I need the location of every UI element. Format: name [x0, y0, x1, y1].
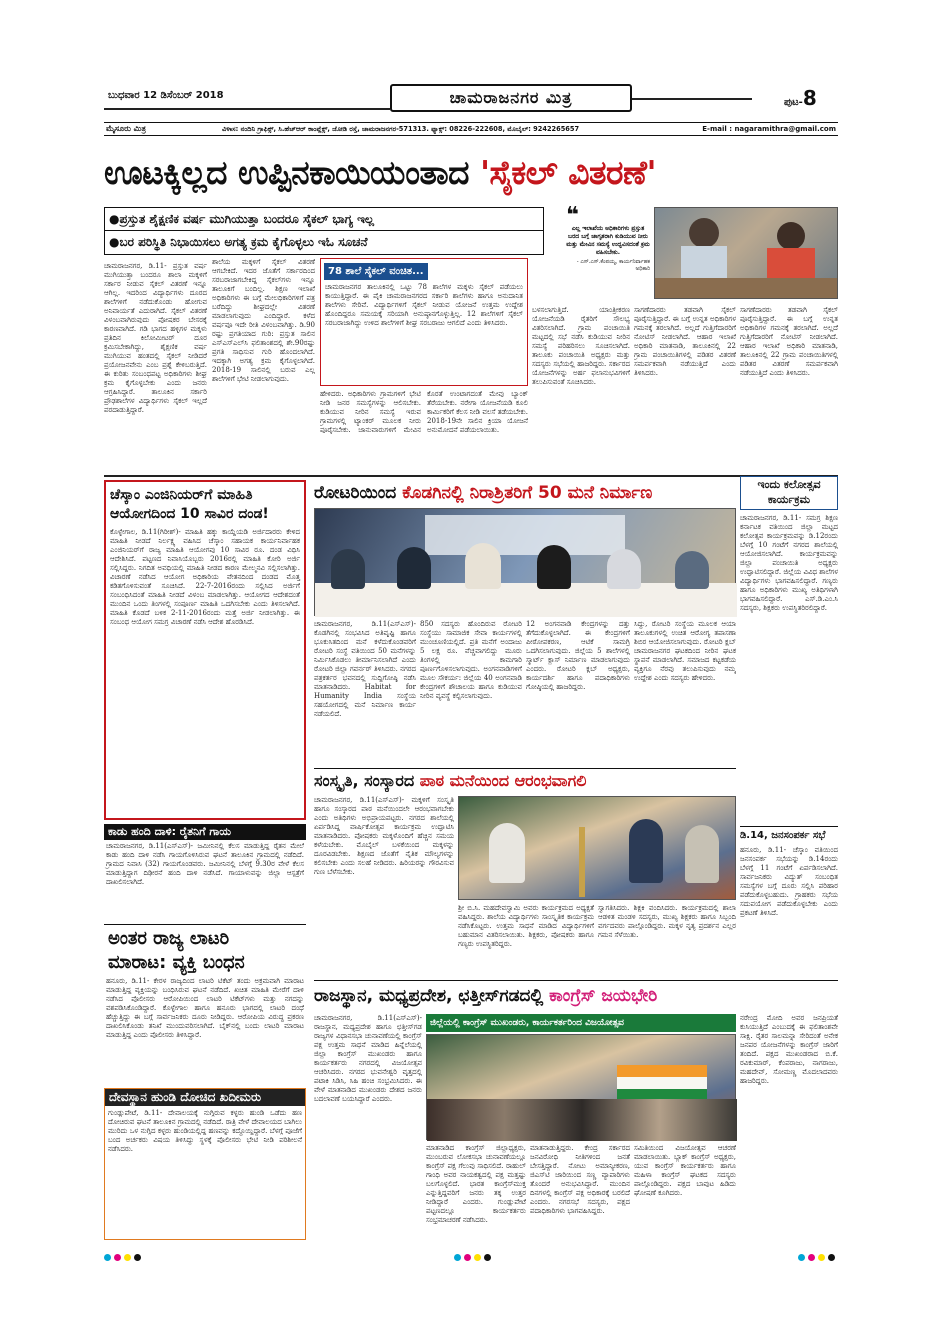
lottery-body: ಹನೂರು, ಡಿ.11- ಕೇರಳ ರಾಜ್ಯದಿಂದ ಲಾಟರಿ ಟಿಕೆಟ್ ತಂದು ಅಕ್ರಮವಾಗಿ ಮಾರಾಟ ಮಾಡುತ್ತಿದ್ದ ವ್ಯಕ್ತಿಯನ್ನು ಬಂಧಿಸಿರುವ ಘಟನೆ ನಡೆದಿದೆ. ಖಚಿತ ಮಾಹಿತಿ ಮೇರೆಗೆ ದಾಳಿ ನಡೆಸಿದ ಪೊಲೀಸರು ಆರೋಪಿಯಿಂದ ಲಾಟರಿ ಟಿಕೆಟ್‌ಗಳು ಮತ್ತು ನಗದನ್ನು ವಶಪಡಿಸಿಕೊಂಡಿದ್ದಾರೆ. ಕೊಳ್ಳೇಗಾಲ ಹಾಗೂ ಹನೂರು ಭಾಗದಲ್ಲಿ ಲಾಟರಿ ದಂಧೆ ಹೆಚ್ಚುತ್ತಿದ್ದು ಈ ಬಗ್ಗೆ ಸಾರ್ವಜನಿಕರು ದೂರು ನೀಡಿದ್ದರು. ಆರೋಪಿಯ ವಿರುದ್ಧ ಪ್ರಕರಣ ದಾಖಲಿಸಿಕೊಂಡು ತನಿಖೆ ಮುಂದುವರಿಸಲಾಗಿದೆ. ಬೈಕ್‌ನಲ್ಲಿ ಬಂದು ಲಾಟರಿ ಮಾರಾಟ ಮಾಡುತ್ತಿದ್ದ ಎಂದು ಪೊಲೀಸರು ತಿಳಿಸಿದ್ದಾರೆ. [106, 977, 304, 1039]
congress-subhead-text: ಜಿಲ್ಲೆಯಲ್ಲಿ ಕಾಂಗ್ರೆಸ್ ಮುಖಂಡರು, ಕಾರ್ಯಕರ್ತರಿಂದ ವಿಜಯೋತ್ಸವ [430, 1018, 624, 1028]
samskruti-headline [314, 768, 736, 792]
reg-dot-black [828, 1254, 835, 1261]
samskruti-col-2: ಶ್ರೀ ಬಿ.ಸಿ. ಮಹದೇವಸ್ವಾಮಿ ಅವರು ಕಾರ್ಯಕ್ರಮದ ಅಧ್ಯಕ್ಷತೆ ವಹಿಸಿದ್ದರು. ಶಾಲೆಯ ವಿದ್ಯಾರ್ಥಿಗಳು ಸಾಂಸ್ಕೃತಿಕ ಕಾರ್ಯಕ್ರಮ ನಡೆಸಿಕೊಟ್ಟರು. ಉತ್ತಮ ಸಾಧನೆ ಮಾಡಿದ ವಿದ್ಯಾರ್ಥಿಗಳಿಗೆ ಬಹುಮಾನ ವಿತರಿಸಲಾಯಿತು. ಶಿಕ್ಷಕರು, ಪೋಷಕರು ಹಾಗೂ ಗಣ್ಯರು ಉಪಸ್ಥಿತರಿದ್ದರು. [458, 904, 594, 948]
congress-headline [314, 980, 838, 1010]
congress-col-1: ಚಾಮರಾಜನಗರ, ಡಿ.11(ಎಸ್‌ಎಸ್)- ರಾಜಸ್ಥಾನ, ಮಧ್ಯಪ್ರದೇಶ ಹಾಗೂ ಛತ್ತೀಸ್‌ಗಡ ರಾಜ್ಯಗಳ ವಿಧಾನಸಭಾ ಚುನಾವಣೆಯಲ್ಲಿ ಕಾಂಗ್ರೆಸ್ ಪಕ್ಷ ಉತ್ತಮ ಸಾಧನೆ ಮಾಡಿದ ಹಿನ್ನೆಲೆಯಲ್ಲಿ ಜಿಲ್ಲಾ ಕಾಂಗ್ರೆಸ್ ಮುಖಂಡರು ಹಾಗೂ ಕಾರ್ಯಕರ್ತರು ನಗರದಲ್ಲಿ ವಿಜಯೋತ್ಸವ ಆಚರಿಸಿದರು. ನಗರದ ಭುವನೇಶ್ವರಿ ವೃತ್ತದಲ್ಲಿ ಪಟಾಕಿ ಸಿಡಿಸಿ, ಸಿಹಿ ಹಂಚಿ ಸಂಭ್ರಮಿಸಿದರು. ಈ ವೇಳೆ ಮಾತನಾಡಿದ ಮುಖಂಡರು ದೇಶದ ಜನರು ಬದಲಾವಣೆ ಬಯಸಿದ್ದಾರೆ ಎಂದರು. [314, 1014, 422, 1103]
inset-title [324, 263, 428, 280]
reg-dot-yellow [474, 1254, 481, 1261]
hundi-body: ಗುಂಡ್ಲುಪೇಟೆ, ಡಿ.11- ದೇವಾಲಯಕ್ಕೆ ನುಗ್ಗಿರುವ ಕಳ್ಳರು ಹುಂಡಿ ಒಡೆದು ಹಣ ದೋಚಿರುವ ಘಟನೆ ತಾಲೂಕಿನ ಗ್ರಾಮದಲ್ಲಿ ನಡೆದಿದೆ. ರಾತ್ರಿ ವೇಳೆ ದೇವಾಲಯದ ಬಾಗಿಲು ಮುರಿದು ಒಳ ನುಗ್ಗಿದ ಕಳ್ಳರು ಹುಂಡಿಯಲ್ಲಿದ್ದ ಹಣವನ್ನು ಕದ್ದೊಯ್ದಿದ್ದಾರೆ. ಬೆಳಗ್ಗೆ ಪೂಜೆಗೆ ಬಂದ ಅರ್ಚಕರು ವಿಷಯ ತಿಳಿಸಿದ್ದು ಸ್ಥಳಕ್ಕೆ ಪೊಲೀಸರು ಭೇಟಿ ನೀಡಿ ಪರಿಶೀಲನೆ ನಡೆಸಿದರು. [108, 1109, 302, 1153]
issue-date: ಬುಧವಾರ 12 ಡಿಸೆಂಬರ್ 2018 [108, 90, 224, 101]
reg-dot-yellow [818, 1254, 825, 1261]
email: E-mail : nagaramithra@gmail.com [702, 125, 836, 133]
inset-body: ಚಾಮರಾಜನಗರ ತಾಲೂಕಿನಲ್ಲಿ ಒಟ್ಟು 78 ಶಾಲೆಗಳ ಮಕ್ಕಳು ಸೈಕಲ್ ಪಡೆಯಲು ಕಾಯುತ್ತಿದ್ದಾರೆ. ಈ ಪೈಕಿ ಚಾಮರಾಜನಗರದ ಸರ್ಕಾರಿ ಶಾಲೆಗಳು ಹಾಗೂ ಅನುದಾನಿತ ಶಾಲೆಗಳು ಸೇರಿವೆ. ವಿದ್ಯಾರ್ಥಿಗಳಿಗೆ ಸೈಕಲ್ ನೀಡುವ ಯೋಜನೆ ಉತ್ತಮ ಉದ್ದೇಶ ಹೊಂದಿದ್ದರೂ ಸಮಯಕ್ಕೆ ಸರಿಯಾಗಿ ಅನುಷ್ಠಾನಗೊಳ್ಳುತ್ತಿಲ್ಲ. 12 ಶಾಲೆಗಳಿಗೆ ಸೈಕಲ್ ಸರಬರಾಜಾಗಿದ್ದು ಉಳಿದ ಶಾಲೆಗಳಿಗೆ ಶೀಘ್ರ ಸರಬರಾಜು ಆಗಲಿದೆ ಎಂದು ತಿಳಿಸಿದರು. [325, 283, 523, 327]
page-number: 8 [802, 86, 817, 110]
congress-subhead [426, 1014, 736, 1032]
left-tag: ಮೈಸೂರು ಮಿತ್ರ [106, 124, 146, 133]
hundi-box [104, 1088, 306, 1240]
congress-headline-black: ರಾಜಸ್ಥಾನ, ಮಧ್ಯಪ್ರದೇಶ, ಛತ್ತೀಸ್‌ಗಡದಲ್ಲಿ [314, 986, 550, 1006]
photo-person-left [689, 218, 719, 248]
masthead-rule-right [632, 98, 752, 100]
rotary-headline-black: ರೋಟರಿಯಿಂದ [314, 483, 403, 503]
lead-col-6: ಸಾಗಣೆದಾರರು ತಡವಾಗಿ ಸೈಕಲ್ ಪೂರೈಸುತ್ತಿದ್ದಾರೆ. ಈ ಬಗ್ಗೆ ಉನ್ನತ ಅಧಿಕಾರಿಗಳ ಗಮನಕ್ಕೆ ತರಲಾಗಿದೆ. ಅಲ್ಲದೆ ಗುತ್ತಿಗೆದಾರರಿಗೆ ನೋಟಿಸ್ ನೀಡಲಾಗಿದೆ. ಆಹಾರ ಇಲಾಖೆ ಅಧಿಕಾರಿ ಮಾತನಾಡಿ, ತಾಲೂಕಿನಲ್ಲಿ 22 ಗ್ರಾಮ ಪಂಚಾಯಿತಿಗಳಲ್ಲಿ ಪಡಿತರ ವಿತರಣೆ ಸಮರ್ಪಕವಾಗಿ ನಡೆಯುತ್ತಿದೆ ಎಂದು ತಿಳಿಸಿದರು. [634, 306, 736, 377]
rotary-headline [314, 480, 736, 506]
samskruti-person-3 [685, 825, 719, 883]
samskruti-headline-black: ಸಂಸ್ಕೃತಿ, ಸಂಸ್ಕಾರದ [314, 771, 420, 790]
lead-col-7: ಸಾಗಣೆದಾರರು ತಡವಾಗಿ ಸೈಕಲ್ ಪೂರೈಸುತ್ತಿದ್ದಾರೆ. ಈ ಬಗ್ಗೆ ಉನ್ನತ ಅಧಿಕಾರಿಗಳ ಗಮನಕ್ಕೆ ತರಲಾಗಿದೆ. ಅಲ್ಲದೆ ಗುತ್ತಿಗೆದಾರರಿಗೆ ನೋಟಿಸ್ ನೀಡಲಾಗಿದೆ. ಆಹಾರ ಇಲಾಖೆ ಅಧಿಕಾರಿ ಮಾತನಾಡಿ, ತಾಲೂಕಿನಲ್ಲಿ 22 ಗ್ರಾಮ ಪಂಚಾಯಿತಿಗಳಲ್ಲಿ ಪಡಿತರ ವಿತರಣೆ ಸಮರ್ಪಕವಾಗಿ ನಡೆಯುತ್ತಿದೆ ಎಂದು ತಿಳಿಸಿದರು. [740, 306, 838, 377]
lead-col-5: ಬಳಸಲಾಗುತ್ತಿದೆ. ಯಾಂತ್ರೀಕರಣ ಯೋಜನೆಯಡಿ ರೈತರಿಗೆ ಸೌಲಭ್ಯ ವಿತರಿಸಲಾಗಿದೆ. ಗ್ರಾಮ ಪಂಚಾಯಿತಿ ಮಟ್ಟದಲ್ಲಿ ಸಭೆ ನಡೆಸಿ ಕುಡಿಯುವ ನೀರಿನ ಸಮಸ್ಯೆ ಪರಿಹರಿಸಲು ಸೂಚಿಸಲಾಗಿದೆ. ತಾಲೂಕು ಪಂಚಾಯಿತಿ ಅಧ್ಯಕ್ಷರು ಮತ್ತು ಸದಸ್ಯರು ಸಭೆಯಲ್ಲಿ ಹಾಜರಿದ್ದರು. ಸರ್ಕಾರದ ಯೋಜನೆಗಳನ್ನು ಅರ್ಹ ಫಲಾನುಭವಿಗಳಿಗೆ ತಲುಪಿಸುವಂತೆ ಸೂಚಿಸಿದರು. [532, 306, 630, 386]
congress-headline-magenta: ಕಾಂಗ್ರೆಸ್ ಜಯಭೇರಿ [549, 986, 658, 1006]
congress-photo [426, 1034, 736, 1140]
photo-desk [655, 278, 838, 299]
lead-col-4: ಹೇಳಿದರು. ಅಧಿಕಾರಿಗಳು ಗ್ರಾಮಗಳಿಗೆ ಭೇಟಿ ನೀಡಿ ಜನರ ಸಮಸ್ಯೆಗಳನ್ನು ಆಲಿಸಬೇಕು. ಕುಡಿಯುವ ನೀರಿನ ಸಮಸ್ಯೆ ಇರುವ ಗ್ರಾಮಗಳಲ್ಲಿ ಟ್ಯಾಂಕರ್ ಮೂಲಕ ನೀರು ಪೂರೈಸಬೇಕು. ಜಾನುವಾರುಗಳಿಗೆ ಮೇವಿನ ಕೊರತೆ ಉಂಟಾಗದಂತೆ ಮೇವು ಬ್ಯಾಂಕ್ ತೆರೆಯಬೇಕು. ನರೇಗಾ ಯೋಜನೆಯಡಿ ಕೂಲಿ ಕಾರ್ಮಿಕರಿಗೆ ಕೆಲಸ ನೀಡಿ ವಲಸೆ ತಡೆಯಬೇಕು. 2018-19ನೇ ಸಾಲಿನ ಕ್ರಿಯಾ ಯೋಜನೆ ಅನುಮೋದನೆ ಪಡೆಯಲಾಯಿತು. [320, 390, 528, 434]
rotary-headline-red: ಕೊಡಗಿನಲ್ಲಿ ನಿರಾಶ್ರಿತರಿಗೆ 50 ಮನೆ ನಿರ್ಮಾಣ [402, 483, 653, 503]
event-headline-2: ಕಾರ್ಯಕ್ರಮ [767, 493, 811, 506]
lottery-box [104, 924, 306, 1084]
lottery-headline-1: ಅಂತರ ರಾಜ್ಯ ಲಾಟರಿ [108, 928, 230, 949]
photo-person-right [777, 222, 805, 250]
chessam-body: ಕೊಳ್ಳೇಗಾಲ, ಡಿ.11(ಗಿರೀಶ್)- ಮಾಹಿತಿ ಹಕ್ಕು ಕಾಯ್ದೆಯಡಿ ಅರ್ಜಿದಾರರು ಕೇಳಿದ ಮಾಹಿತಿ ನೀಡದೆ ನಿರ್ಲಕ್ಷ್ಯ ವಹಿಸಿದ ಚೆಸ್ಕಾಂ ಸಹಾಯಕ ಕಾರ್ಯನಿರ್ವಾಹಕ ಎಂಜಿನಿಯರ್‌ಗೆ ರಾಜ್ಯ ಮಾಹಿತಿ ಆಯೋಗವು 10 ಸಾವಿರ ರೂ. ದಂಡ ವಿಧಿಸಿ ಆದೇಶಿಸಿದೆ. ಪಟ್ಟಣದ ನಿವಾಸಿಯೊಬ್ಬರು 2016ರಲ್ಲಿ ಮಾಹಿತಿ ಕೋರಿ ಅರ್ಜಿ ಸಲ್ಲಿಸಿದ್ದರು. ನಿಗದಿತ ಅವಧಿಯಲ್ಲಿ ಮಾಹಿತಿ ನೀಡದ ಕಾರಣ ಮೇಲ್ಮನವಿ ಸಲ್ಲಿಸಲಾಗಿತ್ತು. ವಿಚಾರಣೆ ನಡೆಸಿದ ಆಯೋಗ ಅಧಿಕಾರಿಯ ವೇತನದಿಂದ ದಂಡದ ಮೊತ್ತ ಕಡಿತಗೊಳಿಸುವಂತೆ ಸೂಚಿಸಿದೆ. 22-7-2016ರಂದು ಸಲ್ಲಿಸಿದ ಅರ್ಜಿಗೆ ಸಂಬಂಧಿಸಿದಂತೆ ಮಾಹಿತಿ ನೀಡದೆ ವಿಳಂಬ ಮಾಡಲಾಗಿತ್ತು. ಆಯೋಗದ ಆದೇಶದಂತೆ ಮುಂದಿನ ಒಂದು ತಿಂಗಳಲ್ಲಿ ಸಂಪೂರ್ಣ ಮಾಹಿತಿ ಒದಗಿಸಬೇಕು ಎಂದು ತಿಳಿಸಲಾಗಿದೆ. ಮಾಹಿತಿ ಕೊಡದೆ ಬಳಿಕ 2-11-2016ರಂದು ಮತ್ತೆ ಅರ್ಜಿ ನೀಡಲಾಗಿತ್ತು. ಈ ಸಂಬಂಧ ಆಯೋಗ ಸಮಗ್ರ ವಿಚಾರಣೆ ನಡೆಸಿ ಆದೇಶ ಹೊರಡಿಸಿದೆ. [110, 528, 300, 626]
samskruti-col-1: ಚಾಮರಾಜನಗರ, ಡಿ.11(ಎಸ್‌ಎಸ್)- ಮಕ್ಕಳಿಗೆ ಸಂಸ್ಕೃತಿ ಹಾಗೂ ಸಂಸ್ಕಾರದ ಪಾಠ ಮನೆಯಿಂದಲೇ ಆರಂಭವಾಗಬೇಕು ಎಂದು ಅತಿಥಿಗಳು ಅಭಿಪ್ರಾಯಪಟ್ಟರು. ನಗರದ ಶಾಲೆಯಲ್ಲಿ ಏರ್ಪಡಿಸಿದ್ದ ವಾರ್ಷಿಕೋತ್ಸವ ಕಾರ್ಯಕ್ರಮ ಉದ್ಘಾಟಿಸಿ ಮಾತನಾಡಿದರು. ಪೋಷಕರು ಮಕ್ಕಳೊಂದಿಗೆ ಹೆಚ್ಚಿನ ಸಮಯ ಕಳೆಯಬೇಕು. ಮೊಬೈಲ್ ಬಳಕೆಯಿಂದ ಮಕ್ಕಳನ್ನು ದೂರವಿಡಬೇಕು. ಶಿಕ್ಷಣದ ಜೊತೆಗೆ ನೈತಿಕ ಮೌಲ್ಯಗಳನ್ನು ಕಲಿಸಬೇಕು ಎಂದು ಸಲಹೆ ನೀಡಿದರು. ಹಿರಿಯರನ್ನು ಗೌರವಿಸುವ ಗುಣ ಬೆಳೆಸಬೇಕು. [314, 796, 454, 876]
quote-mark: ❝ [566, 203, 579, 228]
hundi-headline: ದೇವಸ್ಥಾನ ಹುಂಡಿ ದೋಚಿದ ಖದೀಮರು [105, 1089, 305, 1106]
reg-marks-right [798, 1246, 838, 1265]
samskruti-lamp [579, 827, 585, 897]
chessam-headline: ಚೆಸ್ಕಾಂ ಎಂಜಿನಿಯರ್‌ಗೆ ಮಾಹಿತಿ ಆಯೋಗದಿಂದ 10 ಸಾವಿರ ದಂಡ! [110, 487, 269, 522]
congress-col-2: ಮಾತನಾಡಿದ ಕಾಂಗ್ರೆಸ್ ಜಿಲ್ಲಾಧ್ಯಕ್ಷರು, ಮುಂಬರುವ ಲೋಕಸಭಾ ಚುನಾವಣೆಯಲ್ಲೂ ಕಾಂಗ್ರೆಸ್ ಪಕ್ಷ ಗೆಲುವು ಸಾಧಿಸಲಿದೆ. ರಾಹುಲ್ ಗಾಂಧಿ ಅವರ ನಾಯಕತ್ವದಲ್ಲಿ ಪಕ್ಷ ಮತ್ತಷ್ಟು ಬಲಗೊಳ್ಳಲಿದೆ. ಭಾರತ ಕಾಂಗ್ರೆಸ್‌ಮುಕ್ತ ಎನ್ನುತ್ತಿದ್ದವರಿಗೆ ಜನರು ತಕ್ಕ ಉತ್ತರ ನೀಡಿದ್ದಾರೆ ಎಂದರು. ಗುಂಡ್ಲುಪೇಟೆ ಪಟ್ಟಣದಲ್ಲೂ ಕಾರ್ಯಕರ್ತರು ಸಂಭ್ರಮಾಚರಣೆ ನಡೆಸಿದರು. [426, 1144, 526, 1224]
congress-col-3: ಮಾತನಾಡುತ್ತಿದ್ದರು. ಕೇಂದ್ರ ಸರ್ಕಾರದ ಜನವಿರೋಧಿ ನೀತಿಗಳಿಂದ ಜನತೆ ಬೇಸತ್ತಿದ್ದಾರೆ. ನೋಟು ಅಮಾನ್ಯೀಕರಣ, ಜಿಎಸ್‌ಟಿ ಜಾರಿಯಿಂದ ಸಣ್ಣ ವ್ಯಾಪಾರಿಗಳು ತೊಂದರೆ ಅನುಭವಿಸಿದ್ದಾರೆ. ಮುಂದಿನ ದಿನಗಳಲ್ಲಿ ಕಾಂಗ್ರೆಸ್ ಪಕ್ಷ ಅಧಿಕಾರಕ್ಕೆ ಬರಲಿದೆ ಎಂದರು. ನಗರಸಭೆ ಸದಸ್ಯರು, ಪಕ್ಷದ ಪದಾಧಿಕಾರಿಗಳು ಭಾಗವಹಿಸಿದ್ದರು. [530, 1144, 630, 1215]
reg-dot-magenta [114, 1254, 121, 1261]
lead-inset [320, 258, 528, 386]
lead-quote-box [566, 203, 650, 303]
crowd [427, 1099, 737, 1141]
reg-dot-cyan [798, 1254, 805, 1261]
event-box [740, 476, 838, 510]
rotary-col-3: 12 ಅಂಗನವಾಡಿ ಕೇಂದ್ರಗಳನ್ನು ದತ್ತು ತೆಗೆದುಕೊಳ್ಳಲಾಗಿದೆ. ಈ ಕೇಂದ್ರಗಳಿಗೆ ಪೀಠೋಪಕರಣ, ಆಟಿಕೆ ಸಾಮಗ್ರಿ ಒದಗಿಸಲಾಗುವುದು. ಜಿಲ್ಲೆಯ 5 ಶಾಲೆಗಳಲ್ಲಿ ಸ್ಮಾರ್ಟ್ ಕ್ಲಾಸ್ ನಿರ್ಮಾಣ ಮಾಡಲಾಗುವುದು ಎಂದರು. ರೋಟರಿ ಕ್ಲಬ್ ಅಧ್ಯಕ್ಷರು, ಕಾರ್ಯದರ್ಶಿ ಹಾಗೂ ಪದಾಧಿಕಾರಿಗಳು ಗೋಷ್ಠಿಯಲ್ಲಿ ಹಾಜರಿದ್ದರು. [526, 620, 630, 691]
quote-text: ಎಲ್ಲ ಇಲಾಖೆಯ ಅಧಿಕಾರಿಗಳು ಪ್ರಸ್ತುತ ಬರದ ಬಗ್ಗೆ ಜಾಗೃತರಾಗಿ ಕುಡಿಯುವ ನೀರು ಮತ್ತು ಮೇವಿನ ಸಮಸ್ಯೆ ಉದ್ಭವಿಸದಂತೆ ಕ್ರಮ ವಹಿಸಬೇಕು. [566, 225, 650, 256]
lead-bottom-rule [104, 475, 838, 477]
pig-headline: ಕಾಡು ಹಂದಿ ದಾಳಿ: ರೈತನಿಗೆ ಗಾಯ [104, 824, 306, 840]
reg-dot-black [134, 1254, 141, 1261]
reg-dot-yellow [124, 1254, 131, 1261]
flag-saffron [617, 1065, 707, 1077]
rotary-banner [425, 515, 625, 555]
inset-title-text: 78 ಶಾಲೆ ಸೈಕಲ್ ವಂಚಿತ... [328, 266, 424, 277]
lead-col-2: ಶಾಲೆಯ ಮಕ್ಕಳಿಗೆ ಸೈಕಲ್ ವಿತರಣೆ ಆಗಬೇಕಿದೆ. ಇದರ ಜೊತೆಗೆ ಸರ್ಕಾರದಿಂದ ಸರಬರಾಜಾಗಬೇಕಿದ್ದ ಸೈಕಲ್‌ಗಳು ಇನ್ನೂ ತಾಲೂಕಿಗೆ ಬಂದಿಲ್ಲ. ಶಿಕ್ಷಣ ಇಲಾಖೆ ಅಧಿಕಾರಿಗಳು ಈ ಬಗ್ಗೆ ಮೇಲಧಿಕಾರಿಗಳಿಗೆ ಪತ್ರ ಬರೆದಿದ್ದು ಶೀಘ್ರದಲ್ಲೇ ವಿತರಣೆ ಮಾಡಲಾಗುವುದು ಎಂದಿದ್ದಾರೆ. ಕಳೆದ ವರ್ಷವೂ ಇದೇ ರೀತಿ ವಿಳಂಬವಾಗಿತ್ತು. ಡಿ.90 ರಷ್ಟು ಪ್ರಗತಿಯಾದ ಗುರಿ: ಪ್ರಸ್ತುತ ಸಾಲಿನ ಎಸ್‌ಎಸ್‌ಎಲ್‌ಸಿ ಫಲಿತಾಂಶದಲ್ಲಿ ಶೇ.90ರಷ್ಟು ಪ್ರಗತಿ ಸಾಧಿಸುವ ಗುರಿ ಹೊಂದಲಾಗಿದೆ. ಇದಕ್ಕಾಗಿ ಅಗತ್ಯ ಕ್ರಮ ಕೈಗೊಳ್ಳಲಾಗಿದೆ. 2018-19 ಸಾಲಿನಲ್ಲಿ ಬರುವ ಎಲ್ಲ ಶಾಲೆಗಳಿಗೆ ಭೇಟಿ ನೀಡಲಾಗುವುದು. [212, 258, 315, 383]
quote-by: - ಎಸ್.ಎಸ್.ಕೆಂಪಯ್ಯ, ಕಾರ್ಯನಿರ್ವಾಹಕ ಅಧಿಕಾರಿ [576, 259, 650, 272]
chessam-box [104, 480, 306, 820]
rotary-person-4 [537, 545, 571, 589]
lead-col-1: ಚಾಮರಾಜನಗರ, ಡಿ.11- ಪ್ರಸ್ತುತ ವರ್ಷ ಮುಗಿಯುತ್ತಾ ಬಂದರೂ ಶಾಲಾ ಮಕ್ಕಳಿಗೆ ಸರ್ಕಾರ ನೀಡುವ ಸೈಕಲ್ ವಿತರಣೆ ಇನ್ನೂ ಆಗಿಲ್ಲ. ಇದರಿಂದ ವಿದ್ಯಾರ್ಥಿಗಳು ದೂರದ ಶಾಲೆಗಳಿಗೆ ನಡೆದುಕೊಂಡು ಹೋಗುವ ಅನಿವಾರ್ಯತೆ ಎದುರಾಗಿದೆ. ಸೈಕಲ್ ವಿತರಣೆ ವಿಳಂಬವಾಗಿರುವುದು ಪೋಷಕರ ಬೇಸರಕ್ಕೆ ಕಾರಣವಾಗಿದೆ. ಗಡಿ ಭಾಗದ ಹಳ್ಳಿಗಳ ಮಕ್ಕಳು ಪ್ರತಿದಿನ ಕಿಲೋಮೀಟರ್ ದೂರ ಕ್ರಮಿಸಬೇಕಾಗಿದ್ದು, ಶೈಕ್ಷಣಿಕ ವರ್ಷ ಮುಗಿಯುವ ಹಂತದಲ್ಲಿ ಸೈಕಲ್ ನೀಡಿದರೆ ಪ್ರಯೋಜನವೇನು ಎಂಬ ಪ್ರಶ್ನೆ ಕೇಳಿಬರುತ್ತಿದೆ. ಈ ಕುರಿತು ಸಂಬಂಧಪಟ್ಟ ಅಧಿಕಾರಿಗಳು ಶೀಘ್ರ ಕ್ರಮ ಕೈಗೊಳ್ಳಬೇಕು ಎಂದು ಜನರು ಆಗ್ರಹಿಸಿದ್ದಾರೆ. ತಾಲೂಕಿನ ಸರ್ಕಾರಿ ಪ್ರೌಢಶಾಲೆಗಳ ವಿದ್ಯಾರ್ಥಿಗಳು ಸೈಕಲ್ ಇಲ್ಲದೆ ಪರದಾಡುತ್ತಿದ್ದಾರೆ. [104, 262, 207, 414]
page-label: ಪುಟ- [784, 97, 803, 108]
page-number-box [784, 86, 817, 110]
paper-nameplate [390, 84, 632, 112]
lead-bullet-2: ●ಬರ ಪರಿಸ್ಥಿತಿ ನಿಭಾಯಿಸಲು ಅಗತ್ಯ ಕ್ರಮ ಕೈಗೊಳ್ಳಲು ಇಓ ಸೂಚನೆ [109, 235, 368, 249]
reg-dot-magenta [464, 1254, 471, 1261]
samskruti-person-1 [489, 823, 525, 883]
address-strip [104, 122, 838, 136]
rotary-col-4b: ಸಿದ್ದು, ರೋಟರಿ ಸಂಸ್ಥೆಯ ಮೂಲಕ ಆಯಾ ತಾಲೂಕುಗಳಲ್ಲಿ ಉಚಿತ ಆರೋಗ್ಯ ತಪಾಸಣಾ ಶಿಬಿರ ಆಯೋಜಿಸಲಾಗುವುದು. ರೋಟರಿ ಕ್ಲಬ್ ಚಾಮರಾಜನಗರ ಘಟಕದಿಂದ ನೀರಿನ ಘಟಕ ಸ್ಥಾಪನೆ ಮಾಡಲಾಗಿದೆ. ಸಮಾಜದ ಕಟ್ಟಕಡೆಯ ವ್ಯಕ್ತಿಗೂ ನೆರವು ತಲುಪಿಸುವುದು ನಮ್ಮ ಉದ್ದೇಶ ಎಂದು ಸದಸ್ಯರು ಹೇಳಿದರು. [634, 620, 736, 682]
address-line: ವಿಳಾಸ: ನಂದಿನಿ ಗ್ರಾಫಿಕ್ಸ್, ಸಿ.ಹೆಚ್ಆರ್ ಕಾಂಪ್ಲೆಕ್ಸ್, ಜೋಡಿ ರಸ್ತೆ, ಚಾಮರಾಜನಗರ-571313. ಫ್ಯಾಕ್ಸ್: 08226-222608, ಮೊಬೈಲ್: 9242265657 [222, 125, 580, 133]
rotary-col-1: ಚಾಮರಾಜನಗರ, ಡಿ.11(ಎಸ್‌ಎಸ್)- ಕೊಡಗಿನಲ್ಲಿ ಸಂಭವಿಸಿದ ಅತಿವೃಷ್ಟಿ ಹಾಗೂ ಭೂಕುಸಿತದಿಂದ ಮನೆ ಕಳೆದುಕೊಂಡವರಿಗೆ ರೋಟರಿ ಸಂಸ್ಥೆ ವತಿಯಿಂದ 50 ಮನೆಗಳನ್ನು ನಿರ್ಮಿಸಿಕೊಡಲು ತೀರ್ಮಾನಿಸಲಾಗಿದೆ ಎಂದು ರೋಟರಿ ಜಿಲ್ಲಾ ಗವರ್ನರ್ ತಿಳಿಸಿದರು. ನಗರದ ಪತ್ರಕರ್ತರ ಭವನದಲ್ಲಿ ಸುದ್ದಿಗೋಷ್ಠಿ ನಡೆಸಿ ಮಾತನಾಡಿದರು. Habitat for Humanity India ಸಂಸ್ಥೆಯ ಸಹಯೋಗದಲ್ಲಿ ಮನೆ ನಿರ್ಮಾಣ ಕಾರ್ಯ ನಡೆಯಲಿದೆ. [314, 620, 416, 718]
rotary-person-5 [607, 549, 641, 589]
rotary-photo [314, 508, 736, 616]
reg-marks-center [454, 1246, 494, 1265]
paper-name: ಚಾಮರಾಜನಗರ ಮಿತ್ರ [449, 88, 573, 107]
congress-col-4: ಸಮಿತಿಯಿಂದ ವಿಜಯೋತ್ಸವ ಆಚರಣೆ ಮಾಡಲಾಯಿತು. ಬ್ಲಾಕ್ ಕಾಂಗ್ರೆಸ್ ಅಧ್ಯಕ್ಷರು, ಯುವ ಕಾಂಗ್ರೆಸ್ ಕಾರ್ಯಕರ್ತರು ಹಾಗೂ ಮಹಿಳಾ ಕಾಂಗ್ರೆಸ್ ಘಟಕದ ಸದಸ್ಯರು ಪಾಲ್ಗೊಂಡಿದ್ದರು. ಪಕ್ಷದ ಬಾವುಟ ಹಿಡಿದು ಘೋಷಣೆ ಕೂಗಿದರು. [634, 1144, 736, 1197]
lottery-headline-2: ಮಾರಾಟ: ವ್ಯಕ್ತಿ ಬಂಧನ [108, 952, 245, 973]
flag-white [617, 1077, 707, 1089]
lead-bullets [104, 207, 544, 255]
pig-body: ಚಾಮರಾಜನಗರ, ಡಿ.11(ಎಸ್‌ಎಸ್)- ಜಮೀನಿನಲ್ಲಿ ಕೆಲಸ ಮಾಡುತ್ತಿದ್ದ ರೈತನ ಮೇಲೆ ಕಾಡು ಹಂದಿ ದಾಳಿ ನಡೆಸಿ ಗಾಯಗೊಳಿಸಿರುವ ಘಟನೆ ತಾಲೂಕಿನ ಗ್ರಾಮದಲ್ಲಿ ನಡೆದಿದೆ. ಗ್ರಾಮದ ನಿವಾಸಿ (32) ಗಾಯಗೊಂಡವರು. ಜಮೀನಿನಲ್ಲಿ ಬೆಳಗ್ಗೆ 9.30ರ ವೇಳೆ ಕೆಲಸ ಮಾಡುತ್ತಿದ್ದಾಗ ದಿಢೀರನೆ ಹಂದಿ ದಾಳಿ ನಡೆಸಿದೆ. ಗಾಯಾಳುವನ್ನು ಜಿಲ್ಲಾ ಆಸ್ಪತ್ರೆಗೆ ದಾಖಲಿಸಲಾಗಿದೆ. [106, 842, 304, 886]
event-headline-1: ಇಂದು ಕಲೋತ್ಸವ [757, 478, 821, 491]
rotary-col-2: 850 ಸದಸ್ಯರು ಹೊಂದಿರುವ ರೋಟರಿ ಸಂಸ್ಥೆಯು ಸಾಮಾಜಿಕ ಸೇವಾ ಕಾರ್ಯಗಳಲ್ಲಿ ಮುಂಚೂಣಿಯಲ್ಲಿದೆ. ಪ್ರತಿ ಮನೆಗೆ ಅಂದಾಜು 5 ಲಕ್ಷ ರೂ. ವೆಚ್ಚವಾಗಲಿದ್ದು ಮೂರು ತಿಂಗಳಲ್ಲಿ ಕಾಮಗಾರಿ ಪೂರ್ಣಗೊಳಿಸಲಾಗುವುದು. ಅಂಗನವಾಡಿಗಳಿಗೆ ಮೂಲ ಸೌಕರ್ಯ: ಜಿಲ್ಲೆಯ 40 ಅಂಗನವಾಡಿ ಕೇಂದ್ರಗಳಿಗೆ ಶೌಚಾಲಯ ಹಾಗೂ ಕುಡಿಯುವ ನೀರಿನ ವ್ಯವಸ್ಥೆ ಕಲ್ಪಿಸಲಾಗುವುದು. [420, 620, 522, 700]
reg-marks-left [104, 1246, 144, 1265]
photo-person-right-body [767, 248, 815, 282]
reg-dot-cyan [454, 1254, 461, 1261]
samskruti-col-3: ಸ್ವಾಗತಿಸಿದರು. ಶಿಕ್ಷಕಿ ವಂದಿಸಿದರು. ಕಾರ್ಯಕ್ರಮದಲ್ಲಿ ಶಾಲಾ ಆಡಳಿತ ಮಂಡಳಿ ಸದಸ್ಯರು, ಮುಖ್ಯ ಶಿಕ್ಷಕರು ಹಾಗೂ ಸಿಬ್ಬಂದಿ ವರ್ಗದವರು ಪಾಲ್ಗೊಂಡಿದ್ದರು. ಮಕ್ಕಳ ನೃತ್ಯ ಪ್ರದರ್ಶನ ಎಲ್ಲರ ಗಮನ ಸೆಳೆಯಿತು. [598, 904, 736, 939]
congress-col-5: ನರೇಂದ್ರ ಮೋದಿ ಅವರ ಜನಪ್ರಿಯತೆ ಕುಸಿಯುತ್ತಿದೆ ಎಂಬುದಕ್ಕೆ ಈ ಫಲಿತಾಂಶವೇ ಸಾಕ್ಷಿ. ರೈತರ ಸಾಲಮನ್ನಾ ಸೇರಿದಂತೆ ಅನೇಕ ಜನಪರ ಯೋಜನೆಗಳನ್ನು ಕಾಂಗ್ರೆಸ್ ಜಾರಿಗೆ ತಂದಿದೆ. ಪಕ್ಷದ ಮುಖಂಡರಾದ ಬಿ.ಕೆ. ರವಿಕುಮಾರ್, ಕೆಂಪರಾಜು, ನಾಗರಾಜು, ಮಹದೇವ್, ಸೋಮಣ್ಣ ಮೊದಲಾದವರು ಹಾಜರಿದ್ದರು. [740, 1014, 838, 1085]
lead-headline-red: 'ಸೈಕಲ್ ವಿತರಣೆ' [479, 153, 657, 192]
reg-dot-cyan [104, 1254, 111, 1261]
photo-person-left-body [681, 246, 727, 280]
samskruti-photo [458, 796, 736, 900]
lead-bullet-1: ●ಪ್ರಸ್ತುತ ಶೈಕ್ಷಣಿಕ ವರ್ಷ ಮುಗಿಯುತ್ತಾ ಬಂದರೂ ಸೈಕಲ್ ಭಾಗ್ಯ ಇಲ್ಲ [105, 208, 543, 231]
janasampark-body: ಹನೂರು, ಡಿ.11- ಚೆಸ್ಕಾಂ ವತಿಯಿಂದ ಜನಸಂಪರ್ಕ ಸಭೆಯನ್ನು ಡಿ.14ರಂದು ಬೆಳಗ್ಗೆ 11 ಗಂಟೆಗೆ ಏರ್ಪಡಿಸಲಾಗಿದೆ. ಸಾರ್ವಜನಿಕರು ವಿದ್ಯುತ್ ಸಂಬಂಧಿತ ಸಮಸ್ಯೆಗಳ ಬಗ್ಗೆ ದೂರು ಸಲ್ಲಿಸಿ ಪರಿಹಾರ ಪಡೆದುಕೊಳ್ಳಬಹುದು. ಗ್ರಾಹಕರು ಸಭೆಯ ಸದುಪಯೋಗ ಪಡೆದುಕೊಳ್ಳಬೇಕು ಎಂದು ಪ್ರಕಟಣೆ ತಿಳಿಸಿದೆ. [740, 846, 838, 917]
samskruti-person-2 [629, 819, 663, 883]
masthead [104, 84, 838, 122]
rotary-person-3 [465, 543, 501, 589]
janasampark-headline: ಡಿ.14, ಜನಸಂಪರ್ಕ ಸಭೆ [740, 826, 838, 843]
event-body: ಚಾಮರಾಜನಗರ, ಡಿ.11- ಸಮಗ್ರ ಶಿಕ್ಷಣ ಕರ್ನಾಟಕ ವತಿಯಿಂದ ಜಿಲ್ಲಾ ಮಟ್ಟದ ಕಲೋತ್ಸವ ಕಾರ್ಯಕ್ರಮವನ್ನು ಡಿ.12ರಂದು ಬೆಳಗ್ಗೆ 10 ಗಂಟೆಗೆ ನಗರದ ಶಾಲೆಯಲ್ಲಿ ಆಯೋಜಿಸಲಾಗಿದೆ. ಕಾರ್ಯಕ್ರಮವನ್ನು ಜಿಲ್ಲಾ ಪಂಚಾಯಿತಿ ಅಧ್ಯಕ್ಷರು ಉದ್ಘಾಟಿಸಲಿದ್ದಾರೆ. ಜಿಲ್ಲೆಯ ವಿವಿಧ ಶಾಲೆಗಳ ವಿದ್ಯಾರ್ಥಿಗಳು ಭಾಗವಹಿಸಲಿದ್ದಾರೆ. ಗಣ್ಯರು ಹಾಗೂ ಅಧಿಕಾರಿಗಳು ಮುಖ್ಯ ಅತಿಥಿಗಳಾಗಿ ಭಾಗವಹಿಸಲಿದ್ದಾರೆ. ಎಸ್.ಡಿ.ಎಂ.ಸಿ ಸದಸ್ಯರು, ಶಿಕ್ಷಕರು ಉಪಸ್ಥಿತರಿರಲಿದ್ದಾರೆ. [740, 514, 838, 612]
rotary-person-1 [331, 549, 365, 589]
pig-box [104, 824, 306, 920]
rotary-person-6 [675, 551, 709, 589]
reg-dot-black [484, 1254, 491, 1261]
rotary-person-2 [397, 547, 431, 589]
lead-headline-black: ಊಟಕ್ಕಿಲ್ಲದ ಉಪ್ಪಿನಕಾಯಿಯಂತಾದ [104, 153, 480, 192]
rotary-table [315, 583, 737, 617]
masthead-rule-left [104, 108, 390, 110]
samskruti-headline-red: ಪಾಠ ಮನೆಯಿಂದ ಆರಂಭವಾಗಲಿ [419, 771, 587, 790]
lead-photo [654, 207, 838, 299]
lead-headline [104, 146, 838, 200]
reg-dot-magenta [808, 1254, 815, 1261]
